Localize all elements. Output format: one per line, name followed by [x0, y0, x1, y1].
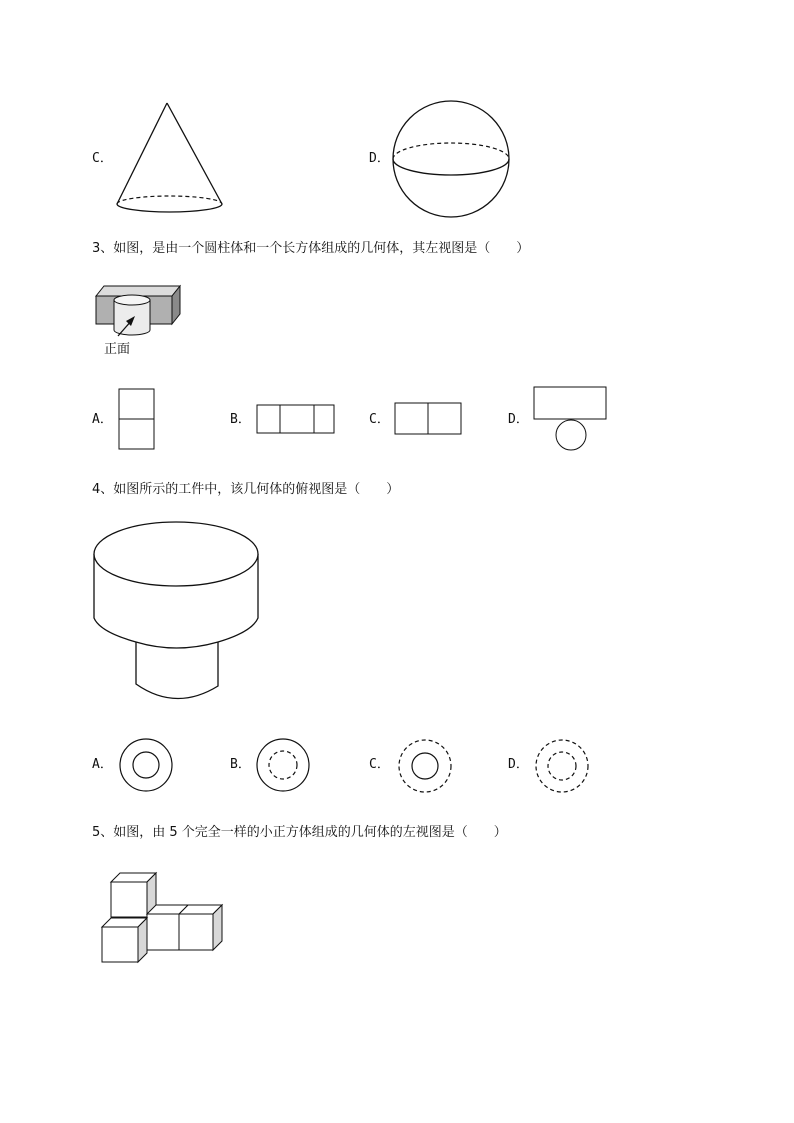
q3-figure-caption: 正面 [104, 342, 131, 357]
q3-option-d-label: D． [508, 412, 529, 427]
sphere-icon [390, 100, 512, 220]
five-cubes-figure [100, 870, 226, 964]
cone-icon [114, 100, 226, 216]
q4-question-text: 4、如图所示的工件中，该几何体的俯视图是（ ） [92, 482, 400, 497]
three-squares-row-icon [256, 404, 336, 436]
q4-option-a-label: A． [92, 757, 113, 772]
q3-option-a-label: A． [92, 412, 113, 427]
workpiece-figure [90, 518, 262, 706]
q2-option-d-label: D． [369, 151, 390, 166]
q3-option-c-label: C． [369, 412, 390, 427]
q4-option-b-label: B． [230, 757, 251, 772]
solid-rings-icon [119, 738, 175, 794]
q3-solid-figure [94, 284, 184, 338]
q5-question-text: 5、如图，由 5 个完全一样的小正方体组成的几何体的左视图是（ ） [92, 825, 507, 840]
dashed-rings-icon [534, 738, 590, 794]
rectangle-over-circle-icon [532, 386, 610, 452]
q2-option-c-label: C． [92, 151, 113, 166]
two-squares-row-icon [394, 402, 464, 436]
two-stacked-squares-icon [118, 388, 156, 452]
solid-outer-dashed-inner-icon [256, 738, 312, 794]
q4-option-d-label: D． [508, 757, 529, 772]
q3-question-text: 3、如图，是由一个圆柱体和一个长方体组成的几何体，其左视图是（ ） [92, 241, 530, 256]
dashed-outer-solid-inner-icon [397, 738, 453, 794]
q3-option-b-label: B． [230, 412, 251, 427]
q4-option-c-label: C． [369, 757, 390, 772]
